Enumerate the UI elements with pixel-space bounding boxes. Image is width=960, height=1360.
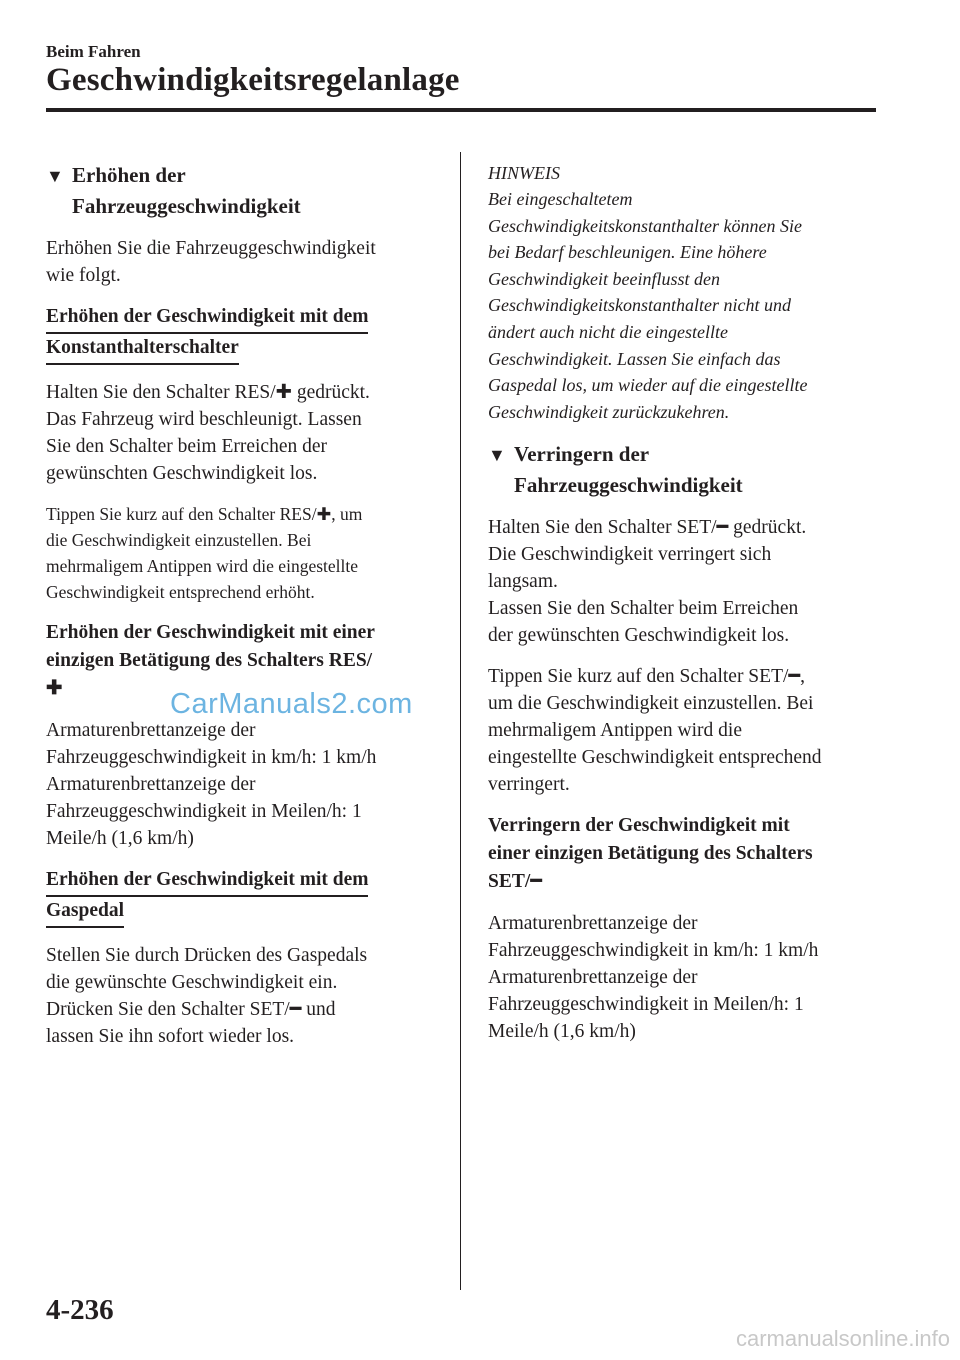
switch-instructions: Halten Sie den Schalter RES/✚ gedrückt. Das Fahrzeug wird beschleunigt. Lassen Sie den Schalter beim Erreichen der gewünschten Geschwindigkeit los. [46,382,370,484]
subheading-accelerator-line1: Erhöhen der Geschwindigkeit mit dem [46,866,368,897]
right-column [488,160,888,1059]
watermark-brand: CarManuals2.com [170,688,413,720]
single-set-values: Armaturenbrettanzeige der Fahrzeuggeschwindigkeit in km/h: 1 km/h Armaturenbrettanzeige der Fahrzeuggeschwindigkeit in Meilen/h: 1 Meile/h (1,6 km/h) [488,913,819,1043]
heading-increase-line2: Fahrzeuggeschwindigkeit [72,194,301,218]
subheading-accelerator [46,866,438,928]
subheading-switch-line1: Erhöhen der Geschwindigkeit mit dem [46,303,368,334]
subheading-switch [46,303,438,365]
note-text: Bei eingeschaltetem Geschwindigkeitskonstanthalter können Sie bei Bedarf beschleunigen. Eine höhere Geschwindigkeit beeinflusst den Geschwindigkeitskonstanthalter nicht und ändert auch nicht die eingestellte Geschwindigkeit. Lassen Sie einfach das Gaspedal los, um wieder auf die eingestellte Geschwindigkeit zurückzukehren. [488,189,808,422]
subheading-single-set: Verringern der Geschwindigkeit mit einer einzigen Betätigung des Schalters SET/━ [488,815,813,893]
decrease-instructions: Halten Sie den Schalter SET/━ gedrückt. Die Geschwindigkeit verringert sich langsam. Lassen Sie den Schalter beim Erreichen der gewünschten Geschwindigkeit los. [488,517,807,647]
page-number: 4-236 [46,1294,114,1326]
triangle-marker-icon: ▼ [488,445,506,466]
left-column [46,160,438,1064]
watermark-site: carmanualsonline.info [735,1326,950,1351]
note-title: HINWEIS [488,163,560,183]
subheading-switch-line2: Konstanthalterschalter [46,334,239,365]
page-title: Geschwindigkeitsregelanlage [46,62,460,98]
heading-increase-speed [46,160,438,221]
title-rule [46,108,876,112]
section-label: Beim Fahren [46,42,141,61]
increase-intro: Erhöhen Sie die Fahrzeuggeschwindigkeit wie folgt. [46,238,376,286]
accelerator-instructions: Stellen Sie durch Drücken des Gaspedals die gewünschte Geschwindigkeit ein. Drücken Sie den Schalter SET/━ und lassen Sie ihn sofort wieder los. [46,945,368,1047]
single-res-values: Armaturenbrettanzeige der Fahrzeuggeschwindigkeit in km/h: 1 km/h Armaturenbrettanzeige der Fahrzeuggeschwindigkeit in Meilen/h: 1 Meile/h (1,6 km/h) [46,720,377,849]
subheading-single-res: Erhöhen der Geschwindigkeit mit einer einzigen Betätigung des Schalters RES/ ✚ [46,622,375,699]
heading-decrease-line1: Verringern der [514,442,650,467]
decrease-tip: Tippen Sie kurz auf den Schalter SET/━, um die Geschwindigkeit einzustellen. Bei mehrmaligem Antippen wird die eingestellte Geschwindigkeit entsprechend verringert. [488,666,822,796]
column-divider [460,152,461,1290]
heading-increase-line1: Erhöhen der [72,163,186,187]
heading-decrease-line2: Fahrzeuggeschwindigkeit [514,473,743,498]
triangle-marker-icon: ▼ [46,166,64,186]
heading-decrease-speed [488,439,888,500]
switch-tip: Tippen Sie kurz auf den Schalter RES/✚, um die Geschwindigkeit einzustellen. Bei mehrmaligem Antippen wird die eingestellte Geschwindigkeit entsprechend erhöht. [46,504,363,602]
subheading-accelerator-line2: Gaspedal [46,897,124,928]
